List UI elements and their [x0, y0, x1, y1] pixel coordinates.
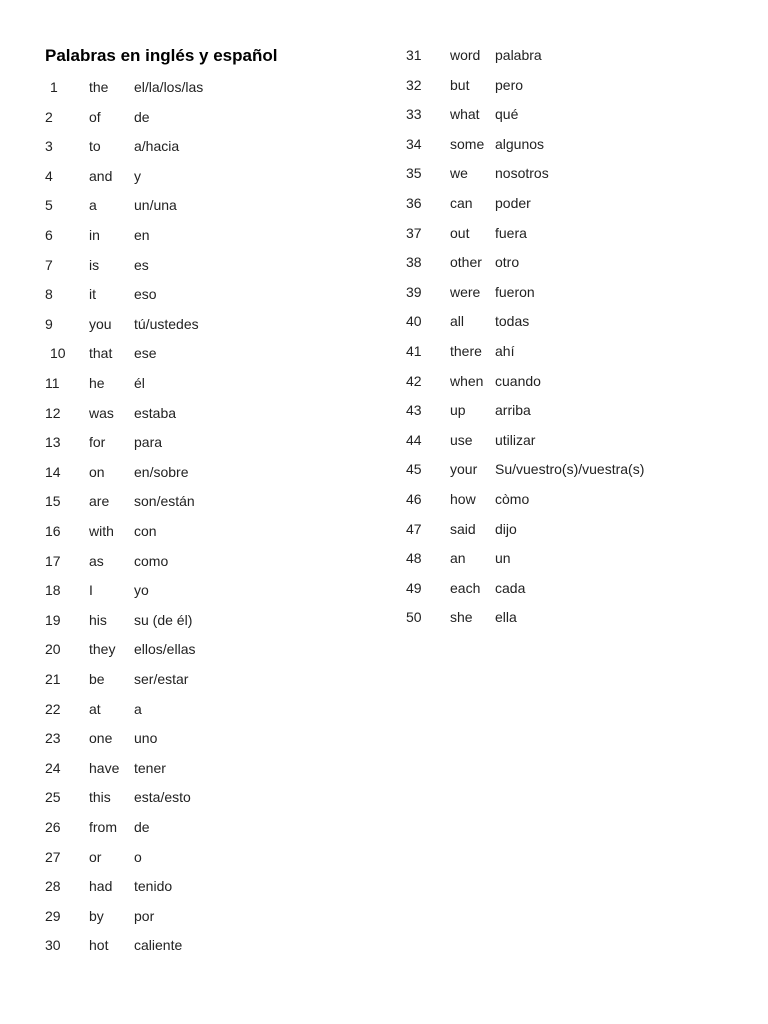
word-number: 30 — [45, 937, 61, 954]
word-number: 7 — [45, 256, 53, 273]
spanish-word: estaba — [134, 404, 177, 421]
word-number: 48 — [406, 550, 422, 567]
english-word: is — [89, 256, 100, 273]
english-word: the — [89, 79, 109, 95]
word-number: 26 — [45, 819, 61, 835]
word-number: 39 — [406, 283, 422, 300]
spanish-word: algunos — [495, 135, 545, 152]
english-word: on — [89, 463, 105, 480]
english-word: with — [89, 523, 114, 539]
spanish-word: de — [134, 819, 150, 835]
spanish-word: tenido — [134, 878, 173, 895]
word-number: 21 — [45, 671, 61, 687]
spanish-word: él — [134, 375, 145, 391]
word-number: 11 — [45, 375, 60, 391]
word-number: 25 — [45, 789, 61, 806]
spanish-word: con — [134, 523, 157, 539]
spanish-word: eso — [134, 286, 157, 303]
spanish-word: a — [134, 700, 142, 717]
spanish-word: ser/estar — [134, 671, 189, 687]
english-word: it — [89, 286, 96, 303]
word-number: 2 — [45, 108, 53, 125]
word-number: 41 — [406, 343, 422, 359]
spanish-word: fuera — [495, 224, 527, 241]
english-word: your — [450, 461, 478, 478]
word-number: 33 — [406, 106, 422, 123]
english-word: she — [450, 609, 473, 626]
spanish-word: dijo — [495, 520, 517, 537]
word-number: 49 — [406, 579, 422, 596]
spanish-word: esta/esto — [134, 789, 191, 806]
word-number: 46 — [406, 491, 422, 507]
spanish-word: ellos/ellas — [134, 641, 196, 658]
word-number: 36 — [406, 195, 422, 211]
word-number: 8 — [45, 286, 53, 303]
english-word: as — [89, 552, 104, 569]
word-number: 22 — [45, 700, 61, 717]
spanish-word: a/hacia — [134, 138, 180, 155]
spanish-word: qué — [495, 106, 519, 123]
english-word: and — [89, 167, 113, 184]
spanish-word: otro — [495, 254, 520, 271]
word-number: 31 — [406, 47, 422, 63]
english-word: but — [450, 76, 470, 93]
spanish-word: Su/vuestro(s)/vuestra(s) — [495, 461, 645, 478]
spanish-word: como — [134, 552, 169, 569]
english-word: that — [89, 345, 113, 362]
english-word: word — [450, 47, 481, 63]
english-word: some — [450, 135, 485, 152]
spanish-word: ese — [134, 345, 157, 362]
english-word: he — [89, 375, 105, 391]
english-word: all — [450, 313, 465, 330]
word-number: 50 — [406, 609, 422, 626]
word-number: 4 — [45, 167, 53, 184]
english-word: for — [89, 434, 106, 451]
word-number: 16 — [45, 523, 61, 539]
word-number: 24 — [45, 759, 61, 776]
english-word: up — [450, 402, 466, 419]
english-word: or — [89, 848, 102, 865]
word-number: 45 — [406, 461, 422, 478]
word-number: 19 — [45, 611, 61, 628]
english-word: they — [89, 641, 116, 658]
spanish-word: tú/ustedes — [134, 315, 199, 332]
word-number: 3 — [45, 138, 53, 155]
spanish-word: pero — [495, 76, 524, 93]
english-word: an — [450, 550, 466, 567]
english-word: I — [89, 582, 93, 599]
spanish-word: arriba — [495, 402, 531, 419]
english-word: said — [450, 520, 476, 537]
word-number: 1 — [50, 79, 58, 95]
spanish-word: tener — [134, 759, 166, 776]
spanish-word: o — [134, 848, 142, 865]
word-number: 34 — [406, 135, 422, 152]
english-word: this — [89, 789, 111, 806]
word-number: 40 — [406, 313, 422, 330]
spanish-word: poder — [495, 195, 531, 211]
english-word: you — [89, 315, 112, 332]
page-title: Palabras en inglés y español — [45, 46, 278, 65]
word-number: 17 — [45, 552, 61, 569]
spanish-word: utilizar — [495, 431, 536, 448]
word-number: 9 — [45, 315, 53, 332]
english-word: use — [450, 431, 473, 448]
english-word: at — [89, 700, 101, 717]
spanish-word: yo — [134, 582, 149, 599]
spanish-word: caliente — [134, 937, 183, 954]
spanish-word: es — [134, 256, 149, 273]
spanish-word: su (de él) — [134, 611, 193, 628]
english-word: in — [89, 227, 100, 243]
spanish-word: ella — [495, 609, 517, 626]
english-word: a — [89, 197, 97, 214]
english-word: there — [450, 343, 482, 359]
word-number: 32 — [406, 76, 422, 93]
english-word: each — [450, 579, 481, 596]
english-word: other — [450, 254, 482, 271]
english-word: can — [450, 195, 473, 211]
spanish-word: para — [134, 434, 163, 451]
english-word: be — [89, 671, 105, 687]
word-number: 35 — [406, 165, 422, 182]
word-number: 38 — [406, 254, 422, 271]
word-number: 6 — [45, 227, 53, 243]
spanish-word: palabra — [495, 47, 542, 63]
english-word: what — [450, 106, 480, 123]
spanish-word: por — [134, 907, 155, 924]
english-word: his — [89, 611, 107, 628]
word-number: 42 — [406, 372, 422, 389]
english-word: out — [450, 224, 470, 241]
spanish-word: y — [134, 167, 141, 184]
spanish-word: de — [134, 108, 150, 125]
english-word: from — [89, 819, 117, 835]
english-word: had — [89, 878, 113, 895]
word-number: 5 — [45, 197, 53, 214]
spanish-word: son/están — [134, 493, 195, 510]
english-word: by — [89, 907, 104, 924]
english-word: were — [450, 283, 481, 300]
word-number: 44 — [406, 431, 422, 448]
word-number: 47 — [406, 520, 422, 537]
spanish-word: todas — [495, 313, 530, 330]
english-word: how — [450, 491, 476, 507]
spanish-word: fueron — [495, 283, 535, 300]
spanish-word: un/una — [134, 197, 177, 214]
word-number: 14 — [45, 463, 61, 480]
word-number: 18 — [45, 582, 61, 599]
spanish-word: un — [495, 550, 511, 567]
word-number: 27 — [45, 848, 61, 865]
word-number: 37 — [406, 224, 422, 241]
english-word: hot — [89, 937, 109, 954]
spanish-word: còmo — [495, 491, 530, 507]
spanish-word: el/la/los/las — [134, 79, 204, 95]
spanish-word: en — [134, 227, 150, 243]
word-number: 15 — [45, 493, 61, 510]
english-word: when — [450, 372, 484, 389]
word-number: 10 — [50, 345, 66, 362]
english-word: was — [89, 404, 114, 421]
spanish-word: ahí — [495, 343, 515, 359]
english-word: of — [89, 108, 101, 125]
word-number: 29 — [45, 907, 61, 924]
word-number: 12 — [45, 404, 61, 421]
word-number: 20 — [45, 641, 61, 658]
word-number: 13 — [45, 434, 61, 451]
english-word: we — [450, 165, 468, 182]
spanish-word: en/sobre — [134, 463, 189, 480]
english-word: are — [89, 493, 110, 510]
spanish-word: uno — [134, 730, 158, 747]
english-word: one — [89, 730, 113, 747]
english-word: have — [89, 759, 120, 776]
spanish-word: cada — [495, 579, 526, 596]
spanish-word: cuando — [495, 372, 541, 389]
english-word: to — [89, 138, 101, 155]
word-number: 28 — [45, 878, 61, 895]
spanish-word: nosotros — [495, 165, 549, 182]
word-number: 43 — [406, 402, 422, 419]
word-number: 23 — [45, 730, 61, 747]
